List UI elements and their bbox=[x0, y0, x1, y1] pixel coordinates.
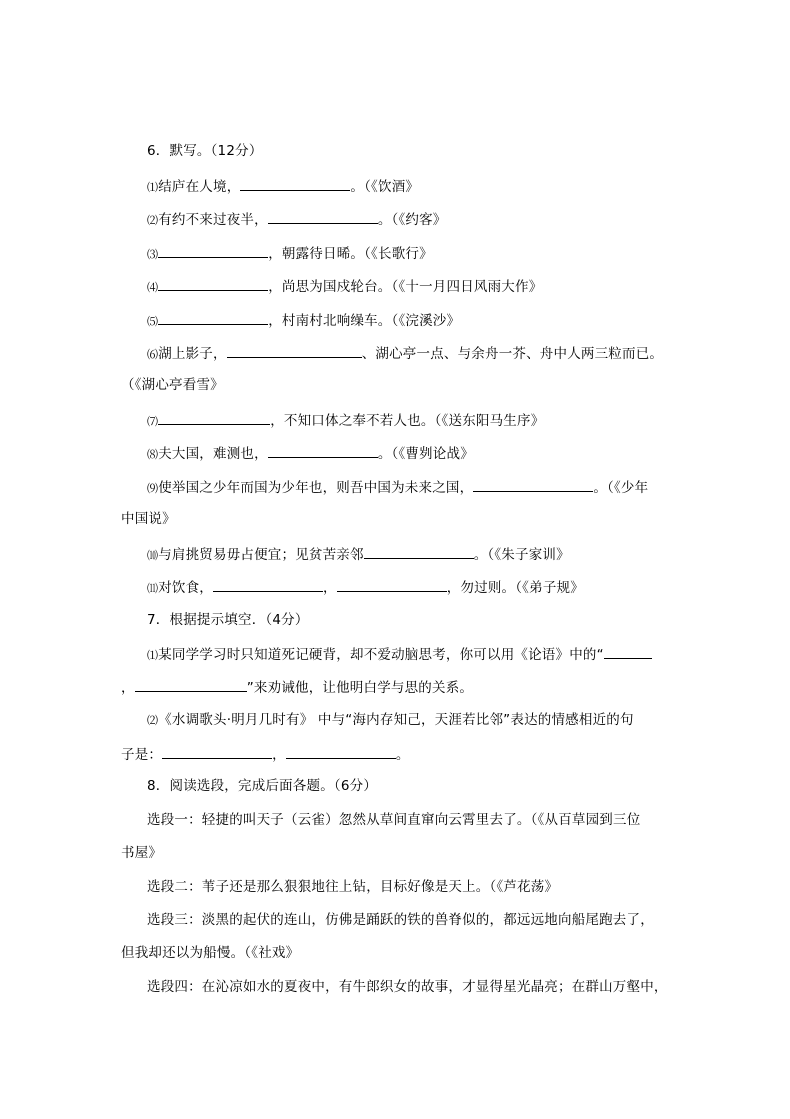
answer-blank[interactable] bbox=[162, 744, 272, 759]
answer-blank[interactable] bbox=[135, 677, 247, 692]
item-text-post: ，朝露待日晞。（《长歌行》 bbox=[268, 246, 433, 262]
q6-title: 6．默写。（12分） bbox=[147, 143, 263, 159]
q7-item-1-cont bbox=[121, 677, 473, 697]
q6-item-1 bbox=[147, 176, 419, 197]
q6-item-2 bbox=[147, 209, 447, 230]
item-number: ⑶ bbox=[147, 248, 159, 261]
q8-passage-1: 选段一：轻捷的叫天子（云雀）忽然从草间直窜向云霄里去了。（《从百草园到三位 bbox=[147, 812, 641, 828]
q6-item-5 bbox=[147, 310, 460, 331]
q8-passage-1-cont: 书屋》 bbox=[121, 845, 163, 861]
q6-item-6 bbox=[147, 343, 663, 364]
item-text: 某同学学习时只知道死记硬背，却不爱动脑思考，你可以用《论语》中的“ bbox=[158, 647, 604, 663]
item-text-pre: 湖上影子， bbox=[158, 346, 227, 362]
item-text-post: 。（《少年 bbox=[593, 480, 649, 496]
item-number: ⑾ bbox=[147, 582, 159, 595]
q6-item-7 bbox=[147, 410, 544, 431]
item-number: ⑴ bbox=[147, 181, 159, 194]
q7-item-2 bbox=[147, 711, 634, 730]
q8-passage-4: 选段四：在沁凉如水的夏夜中，有牛郎织女的故事，才显得星光晶亮；在群山万壑中， bbox=[147, 979, 668, 995]
answer-blank[interactable] bbox=[286, 744, 396, 759]
q8-title: 8．阅读选段，完成后面各题。（6分） bbox=[147, 778, 378, 794]
item-number: ⑹ bbox=[147, 348, 159, 361]
item-number: ⑽ bbox=[147, 549, 159, 562]
q8-passage-2: 选段二：苇子还是那么狠狠地往上钻，目标好像是天上。（《芦花荡》 bbox=[147, 879, 559, 895]
item-text-post: 。（《饮酒》 bbox=[350, 179, 420, 195]
item-text-mid: ， bbox=[323, 580, 337, 596]
item-text-post: ，不知口体之奉不若人也。（《送东阳马生序》 bbox=[270, 413, 545, 429]
q6-item-4 bbox=[147, 276, 542, 297]
answer-blank[interactable] bbox=[268, 209, 378, 224]
item-number: ⑼ bbox=[147, 482, 159, 495]
answer-blank[interactable] bbox=[158, 410, 270, 425]
item-number: ⑵ bbox=[147, 214, 159, 227]
item-text-post: 。（《曹刿论战》 bbox=[377, 446, 474, 462]
answer-blank[interactable] bbox=[364, 544, 474, 559]
answer-blank[interactable] bbox=[158, 243, 268, 258]
q6-item-11 bbox=[147, 577, 584, 598]
q7-item-2-cont bbox=[121, 744, 410, 764]
q7-title: 7．根据提示填空．（4分） bbox=[147, 612, 309, 628]
item-text-pre: 与肩挑贸易毋占便宜；见贫苦亲邻 bbox=[158, 547, 364, 563]
item-text-pre: 夫大国，难测也， bbox=[158, 446, 268, 462]
item-text-post: ，勿过则。（《弟子规》 bbox=[446, 580, 584, 596]
item-text-pre: 结庐在人境， bbox=[158, 179, 241, 195]
item-text-post: ，村南村北响缲车。（《浣溪沙》 bbox=[268, 313, 461, 329]
answer-blank[interactable] bbox=[337, 577, 447, 592]
q8-passage-3-cont: 但我却还以为船慢。（《社戏》 bbox=[121, 945, 300, 961]
q6-item-8 bbox=[147, 443, 474, 464]
q6-item-6-cont: （《湖心亭看雪》 bbox=[121, 377, 224, 393]
item-number: ⑴ bbox=[147, 649, 159, 662]
item-text-pre: 对饮食， bbox=[158, 580, 214, 596]
answer-blank[interactable] bbox=[473, 477, 593, 492]
item-text-post: 、湖心亭一点、与余舟一芥、舟中人两三粒而已。 bbox=[361, 346, 664, 362]
item-number: ⑵ bbox=[147, 714, 159, 727]
item-text: 《水调歌头·明月几时有》 中与“海内存知己，天涯若比邻”表达的情感相近的句 bbox=[158, 712, 634, 728]
answer-blank[interactable] bbox=[213, 577, 323, 592]
item-number: ⑷ bbox=[147, 281, 159, 294]
q6-item-3 bbox=[147, 243, 433, 264]
answer-blank[interactable] bbox=[227, 343, 362, 358]
item-text-pre: ， bbox=[121, 680, 135, 696]
item-text-pre: 使举国之少年而国为少年也，则吾中国为未来之国， bbox=[158, 480, 474, 496]
answer-blank[interactable] bbox=[268, 443, 378, 458]
item-text-post: ”来劝诫他，让他明白学与思的关系。 bbox=[246, 680, 474, 696]
item-number: ⑺ bbox=[147, 415, 159, 428]
q6-item-10 bbox=[147, 544, 570, 565]
item-text-pre: 子是： bbox=[121, 747, 163, 763]
q7-item-1 bbox=[147, 644, 652, 665]
item-text-post: ，尚思为国戍轮台。（《十一月四日风雨大作》 bbox=[268, 279, 543, 295]
q8-passage-3: 选段三：淡黑的起伏的连山，仿佛是踊跃的铁的兽脊似的，都远远地向船尾跑去了， bbox=[147, 912, 654, 928]
q6-item-9 bbox=[147, 477, 648, 498]
item-text-mid: ， bbox=[272, 747, 286, 763]
item-number: ⑸ bbox=[147, 315, 159, 328]
q6-item-9-cont: 中国说》 bbox=[121, 511, 176, 527]
item-text-pre: 有约不来过夜半， bbox=[158, 212, 268, 228]
item-text-post: 。（《约客》 bbox=[377, 212, 447, 228]
item-number: ⑻ bbox=[147, 448, 159, 461]
item-text-post: 。 bbox=[395, 747, 410, 763]
answer-blank[interactable] bbox=[604, 644, 652, 659]
item-text-post: 。（《朱子家训》 bbox=[473, 547, 570, 563]
answer-blank[interactable] bbox=[158, 310, 268, 325]
answer-blank[interactable] bbox=[158, 276, 268, 291]
answer-blank[interactable] bbox=[240, 176, 350, 191]
